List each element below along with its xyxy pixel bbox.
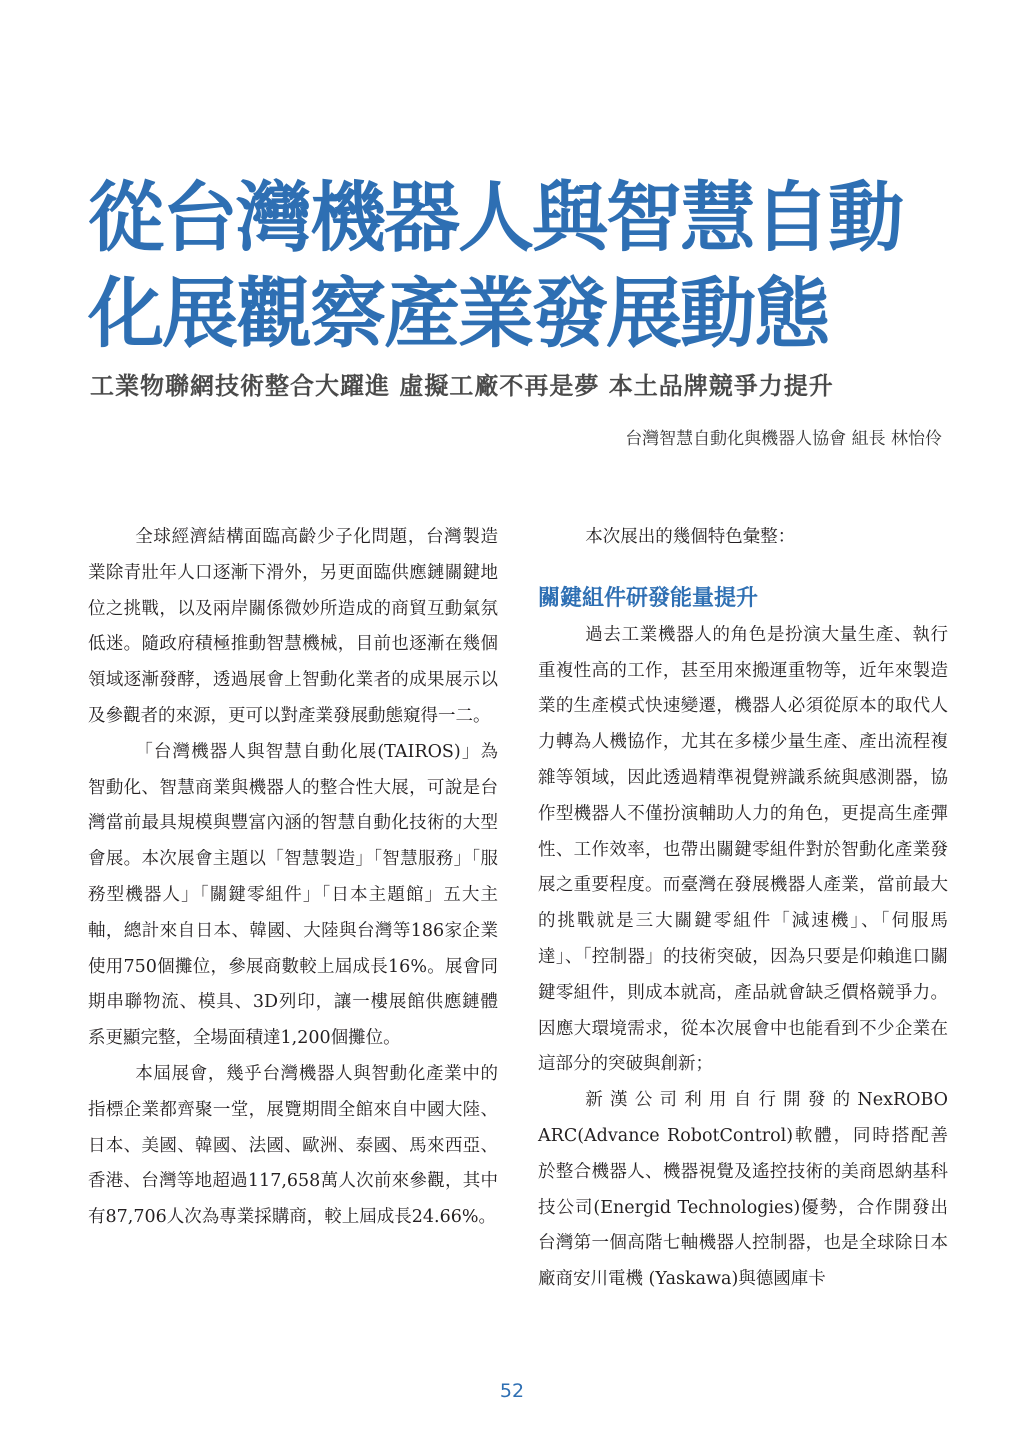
body-paragraph: 「台灣機器人與智慧自動化展(TAIROS)」為智動化、智慧商業與機器人的整合性大展，可說是台灣當前最具規模與豐富內涵的智慧自動化技術的大型會展。本次展會主題以「智慧製造」「智慧服務」「服務型機器人」「關鍵零組件」「日本主題館」五大主軸，總計來自日本、韓國、大陸與台灣等186家企業使用750個攤位，參展商數較上屆成長16%。展會同期串聯物流、模具、3D列印，讓一樓展館供應鏈體系更顯完整，全場面積達1,200個攤位。 [88,741,498,1049]
right-column [538,520,948,1298]
author-byline: 台灣智慧自動化與機器人協會 組長 林怡伶 [625,429,942,449]
section-heading: 關鍵組件研發能量提升 [538,585,759,611]
left-column [88,520,498,1236]
article-title [88,170,968,362]
body-paragraph: 本屆展會，幾乎台灣機器人與智動化產業中的指標企業都齊聚一堂，展覽期間全館來自中國大陸、日本、美國、韓國、法國、歐洲、泰國、馬來西亞、香港、台灣等地超過117,658萬人次前來參觀，其中有87,706人次為專業採購商，較上屆成長24.66%。 [88,1063,498,1228]
article-subtitle: 工業物聯網技術整合大躍進 虛擬工廠不再是夢 本土品牌競爭力提升 [90,372,834,400]
body-paragraph: 全球經濟結構面臨高齡少子化問題，台灣製造業除青壯年人口逐漸下滑外，另更面臨供應鏈關鍵地位之挑戰，以及兩岸關係微妙所造成的商貿互動氣氛低迷。隨政府積極推動智慧機械，目前也逐漸在幾個領域逐漸發酵，透過展會上智動化業者的成果展示以及參觀者的來源，更可以對產業發展動態窺得一二。 [88,527,498,726]
article-title-line-2: 化展觀察產業發展動態 [88,269,828,358]
body-paragraph: 過去工業機器人的角色是扮演大量生產、執行重複性高的工作，甚至用來搬運重物等，近年來製造業的生產模式快速變遷，機器人必須從原本的取代人力轉為人機協作，尤其在多樣少量生產、產出流程複雜等領域，因此透過精準視覺辨識系統與感測器，協作型機器人不僅扮演輔助人力的角色，更提高生產彈性、工作效率，也帶出關鍵零組件對於智動化產業發展之重要程度。而臺灣在發展機器人產業，當前最大的挑戰就是三大關鍵零組件「減速機」、「伺服馬達」、「控制器」的技術突破，因為只要是仰賴進口關鍵零組件，則成本就高，產品就會缺乏價格競爭力。因應大環境需求，從本次展會中也能看到不少企業在這部分的突破與創新； [538,624,948,1075]
page-number: 52 [499,1380,525,1402]
intro-paragraph: 本次展出的幾個特色彙整： [585,527,796,547]
body-paragraph: 新漢公司利用自行開發的NexROBO ARC(Advance RobotControl)軟體，同時搭配善於整合機器人、機器視覺及遙控技術的美商恩納基科技公司(Energid Technologies)優勢，合作開發出台灣第一個高階七軸機器人控制器，也是全球除日本廠商安川電機 (Yaskawa)與德國庫卡 [538,1090,948,1290]
article-title-line-1: 從台灣機器人與智慧自動 [88,173,902,262]
